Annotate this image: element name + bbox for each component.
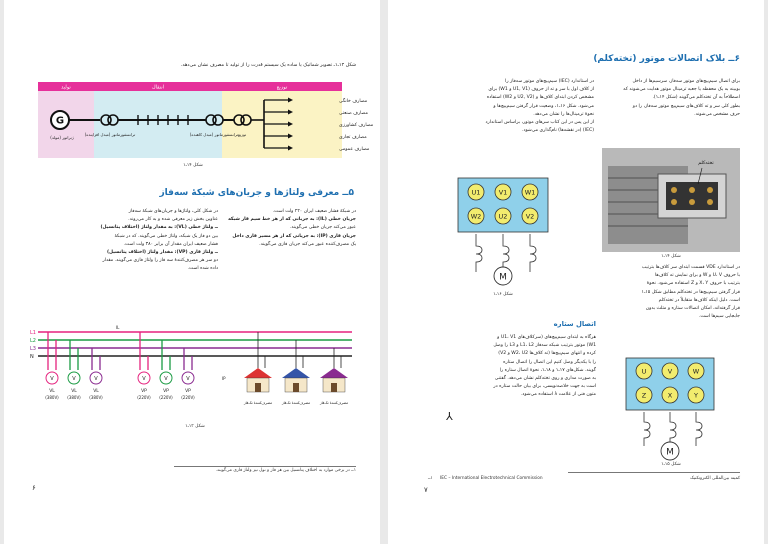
- voltmeter-symbol: V: [186, 376, 190, 382]
- meter-value: (220V): [181, 395, 195, 400]
- page-number-left: ۶: [32, 484, 36, 492]
- section6-col-left: در استاندارد (IEC) سیم‌پیچ‌های موتور سه‌فاز را از کلاف اول با سر و ته از حروف (U1, V1 و W1) برای مشخص کردن ابتدای کلاف‌ها و (U2, V2 و W2) استفاده می‌شود. شکل ۱۶ـ۱، وضعیت قرار گرفتن سیم‌پیچ‌ها و نحوهٔ ترمینال‌ها را نشان می‌دهد. از این پس در این کتاب سرهای موتور، براساس استاندارد (IEC) (در نقشه‌ها) نام‌گذاری می‌شود.: [485, 79, 594, 134]
- distribution-label: توزیع: [237, 132, 247, 137]
- meter-value: (380V): [67, 395, 81, 400]
- consumer-label-residential: مصارف خانگی: [339, 99, 368, 104]
- meter-name: VP: [185, 389, 191, 394]
- meter-value: (220V): [159, 395, 173, 400]
- voltmeter-symbol: V: [164, 376, 168, 382]
- fig15-number: شکل ۱۵ـ۱: [661, 462, 681, 467]
- terminal-label: Y: [694, 391, 698, 400]
- generator-symbol: G: [55, 115, 65, 127]
- current-label-IL: IL: [116, 325, 120, 330]
- star-connection-text: هرگاه به ابتدای سیم‌پیچ‌های (سرکلاف‌های U1، V1 و W1) موتور بترتیب شبکه سه‌فاز L1، L2 و L3 را وصل کرده و انتهای سیم‌پیچ‌ها (ته کلاف‌ها W2، U2 و V2) را با یکدیگر وصل کنیم این اتصال را اتصال ستاره گویند. شکل‌های ۱۷ـ۱ و ۱۸ـ۱، نحوهٔ اتصال ستاره را به صورت مداری و روی تخته‌کلم نشان می‌دهد. گفتنی است به جهت خلاصه‌نویسی، برای بیان حالت ستاره در متون فنی از علامت λ استفاده می‌شود.: [493, 335, 596, 398]
- line-label-L3: L3: [30, 346, 36, 352]
- terminal-label: W2: [470, 212, 482, 221]
- zone-label-distribution: توزیع: [276, 84, 288, 91]
- fig16-number: شکل ۱۶ـ۱: [493, 292, 513, 297]
- terminal-label: W1: [524, 188, 536, 197]
- footnote: ۱ــ در برخی موارد به اختلاف پتانسیل بین هر فاز و نول نیز ولتاژ فازی می‌گویند.: [215, 468, 356, 473]
- meter-name: VP: [141, 389, 147, 394]
- line-label-L2: L2: [30, 338, 36, 344]
- step-down-label: ترانسفورماتور (مبدل کاهنده): [189, 132, 239, 137]
- house-label: مصرف‌کنندهٔ تک‌فاز: [281, 401, 311, 405]
- zone-label-transmission: انتقال: [152, 84, 164, 91]
- terminal-label: U: [641, 367, 647, 376]
- star-symbol: ⅄: [446, 410, 453, 423]
- step-up-label: ترانسفورماتور (مبدل افزاینده): [84, 132, 136, 137]
- voltmeter-symbol: V: [142, 376, 146, 382]
- page-number-right: ۷: [424, 486, 428, 494]
- house-label: مصرف‌کنندهٔ تک‌فاز: [243, 401, 273, 405]
- vde-text: در استاندارد VDE قسمت ابتدای سر کلاف‌ها بترتیب با حروف U، V و W و برای نمایش ته کلاف‌ها بترتیب با حروف X، Y و Z استفاده می‌شود. نحوهٔ قرار گرفتن سیم‌پیچ‌ها در تخته‌کلم مطابق شکل ۱۵ـ۱ است. دلیل اینکه کلاف‌ها متقابلاً در تخته‌کلم قرار گرفته‌اند، امکان اتصالات ستاره و مثلث بدون جابجایی سیم‌ها است.: [641, 265, 740, 320]
- zone-label-production: تولید: [61, 84, 71, 91]
- meter-value: (220V): [137, 395, 151, 400]
- photo-label: تخته‌کلم: [698, 161, 714, 166]
- footnote-iec: IEC – International Electrotechnical Commission: [440, 476, 543, 481]
- motor-symbol: M: [666, 447, 674, 458]
- left-page: [4, 0, 380, 544]
- house-icon: [244, 368, 272, 392]
- consumer-label-industrial: مصارف صنعتی: [339, 111, 369, 116]
- iec-terminal-block-diagram: [454, 176, 552, 288]
- voltmeter-symbol: V: [50, 376, 54, 382]
- fig14-number: شکل ۱۴ـ۱: [183, 163, 203, 168]
- fig14-caption: شکل ۱۴ـ۱ـ تصویر شماتیک یا ساده یک سیستم قدرت را از تولید تا مصرف نشان می‌دهد.: [180, 63, 356, 68]
- line-label-N: N: [30, 354, 34, 360]
- consumer-label-commercial: مصارف تجاری: [339, 135, 367, 140]
- meter-name: VL: [49, 389, 55, 394]
- motor-terminal-box-photo: [602, 148, 740, 252]
- motor-symbol: M: [499, 272, 507, 283]
- meter-name: VL: [71, 389, 77, 394]
- house-label: مصرف‌کنندهٔ تک‌فاز: [319, 401, 349, 405]
- section5-col-right: در شبکهٔ فشار ضعیف ایران ۲۲۰ ولت است. جریان خطی (IL): به جریانی که از هر خط سیم فاز شبکه عبور می‌کند جریان خطی می‌گویند. جریان فازی (IP): به جریانی که از هر مسیر فازی داخل یک مصرف‌کننده عبور می‌کند جریان فازی می‌گویند.: [228, 209, 356, 247]
- consumer-label-public: مصارف عمومی: [339, 147, 370, 152]
- terminal-label: U1: [471, 188, 481, 197]
- meter-name: VL: [93, 389, 99, 394]
- footnote-prefix: ۱ــ: [428, 476, 433, 481]
- line-label-L1: L1: [30, 330, 36, 336]
- voltmeter-symbol: V: [72, 376, 76, 382]
- power-system-diagram: [38, 82, 374, 160]
- section5-col-left: در شکل کلی، ولتاژها و جریان‌های شبکهٔ سه‌فاز عناوین بخش زیر معرفی شده و به کار می‌روند. ــ ولتاژ خطی (VL): به مقدار ولتاژ (اختلاف پتانسیل) بین دو فاز یک شبکه، ولتاژ خطی می‌گویند. که در شبکهٔ فشار ضعیف ایران مقدار آن برابر ۳۸۰ ولت است. ــ ولتاژ فازی (VP): مقدار ولتاژ (اختلاف پتانسیل) دو سر هر مصرف‌کنندهٔ سه فاز را ولتاژ فازی می‌گویند. مقدار داده شده است.: [100, 209, 218, 272]
- fig14-photo-number: شکل ۱۴ـ۱: [661, 254, 681, 259]
- footnote-divider: [568, 472, 740, 473]
- section6-title: ۶ــ بلاک اتصالات موتور (تخته‌کلم): [593, 54, 740, 64]
- terminal-label: U2: [498, 212, 508, 221]
- section6-col-right: برای اتصال سیم‌پیچ‌های موتور سه‌فاز، سرسیم‌ها از داخل بوبینه به یک محفظه یا جعبه ترمینال موتور هدایت می‌شوند که اصطلاحاً به آن تخته‌کلم می‌گویند (شکل ۱۴ـ۱). بطور کلی سر و ته کلاف‌های سیم‌پیچ موتور سه‌فاز، را دو حرف مشخص می‌شوند.: [623, 79, 740, 117]
- three-phase-circuit-diagram: [30, 322, 356, 414]
- meter-value: (380V): [45, 395, 59, 400]
- house-icon: [282, 368, 310, 392]
- terminal-label: V: [667, 367, 673, 376]
- terminal-label: W: [692, 367, 700, 376]
- star-connection-title: اتصال ستاره: [553, 320, 596, 328]
- terminal-label: V2: [525, 212, 535, 221]
- footnote-divider: [174, 466, 356, 467]
- meter-value: (380V): [89, 395, 103, 400]
- section5-title: ۵ــ معرفی ولتاژها و جریان‌های شبکهٔ سه‌فاز: [159, 188, 354, 198]
- house-icon: [320, 368, 348, 392]
- footnote-translation: کمیته بین‌المللی الکتروتکنیک: [690, 476, 740, 481]
- terminal-label: Z: [641, 391, 647, 400]
- current-label-IP: IP: [222, 376, 226, 381]
- consumer-label-agricultural: مصارف کشاورزی: [339, 123, 374, 128]
- vde-terminal-block-diagram: [624, 356, 716, 462]
- fig13-number: شکل ۱۳ـ۱: [185, 424, 205, 429]
- meter-name: VP: [163, 389, 169, 394]
- terminal-label: X: [667, 391, 673, 400]
- right-page: [388, 0, 764, 544]
- generator-label: ژنراتور (مولد): [50, 135, 74, 140]
- voltmeter-symbol: V: [94, 376, 98, 382]
- terminal-label: V1: [498, 188, 508, 197]
